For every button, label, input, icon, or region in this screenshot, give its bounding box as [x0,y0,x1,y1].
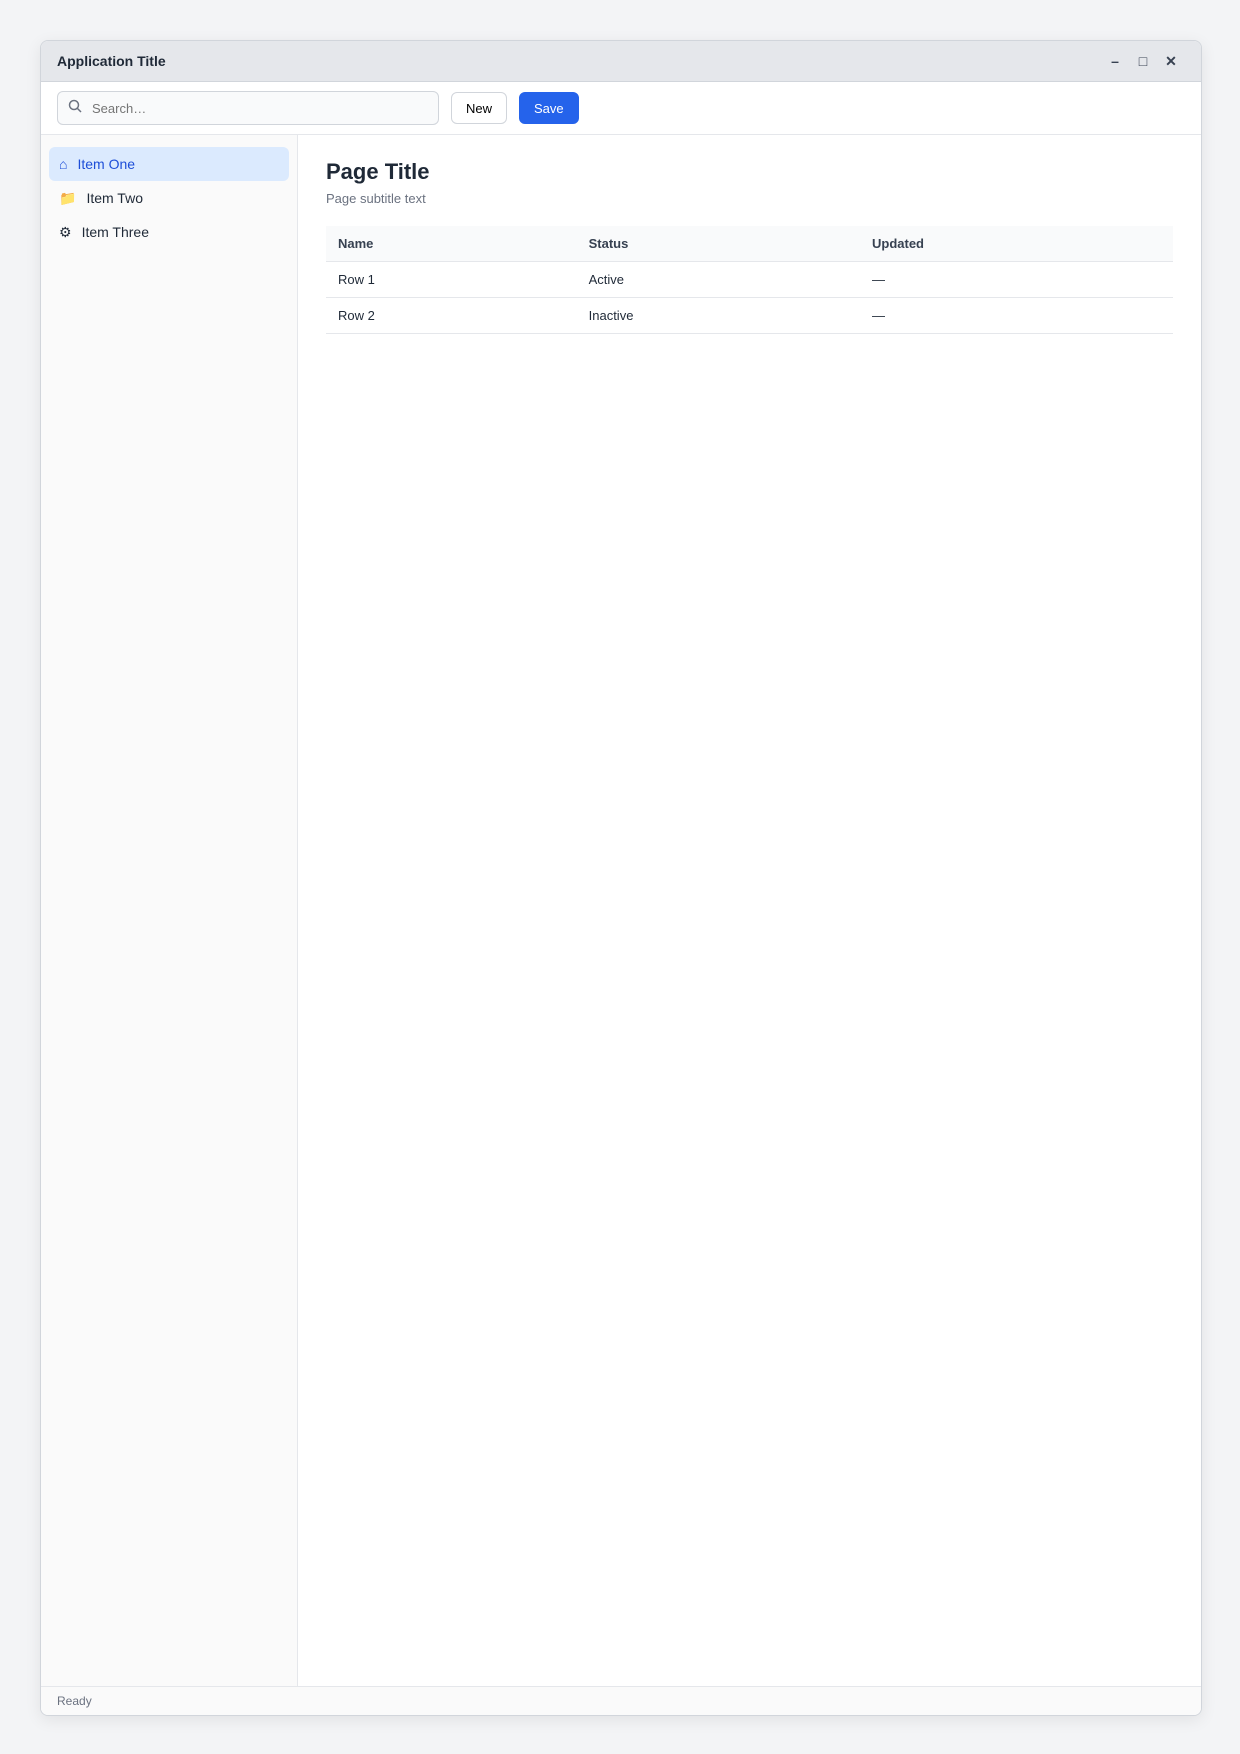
page-title: Page Title [326,159,430,184]
window-title: Application Title [57,53,166,69]
sidebar-item-label: Item Three [81,224,149,240]
sidebar [41,135,298,1686]
maximize-icon[interactable]: □ [1138,53,1148,69]
content-area [41,135,1201,1686]
search-input[interactable] [90,100,428,117]
search-icon [68,99,82,118]
save-button[interactable]: Save [519,92,579,124]
table-cell: — [860,298,1173,334]
gear-icon: ⚙ [59,223,72,240]
title-bar [41,41,1201,82]
column-header[interactable]: Name [326,226,577,262]
app-window [40,40,1202,1716]
home-icon: ⌂ [59,156,68,172]
search-box[interactable] [57,91,439,125]
close-icon[interactable]: ✕ [1165,52,1177,69]
sidebar-item-1[interactable] [49,181,289,215]
table-cell: Inactive [577,298,860,334]
data-table [326,226,1173,334]
table-row[interactable] [326,262,1173,298]
toolbar [41,82,1201,135]
table-header-row [326,226,1173,262]
column-header[interactable]: Updated [860,226,1173,262]
table-cell: — [860,262,1173,298]
folder-icon: 📁 [59,189,77,206]
page-subtitle: Page subtitle text [326,191,426,206]
sidebar-item-label: Item Two [86,190,143,206]
minimize-icon[interactable]: – [1111,53,1119,69]
table-cell: Row 2 [326,298,577,334]
table-cell: Active [577,262,860,298]
sidebar-item-label: Item One [77,156,136,172]
main-panel [298,135,1201,1686]
status-bar [41,1686,1201,1715]
status-text: Ready [57,1694,92,1708]
sidebar-item-2[interactable] [49,215,289,249]
new-button[interactable]: New [451,92,507,124]
sidebar-item-0[interactable] [49,147,289,181]
column-header[interactable]: Status [577,226,860,262]
table-row[interactable] [326,298,1173,334]
table-cell: Row 1 [326,262,577,298]
